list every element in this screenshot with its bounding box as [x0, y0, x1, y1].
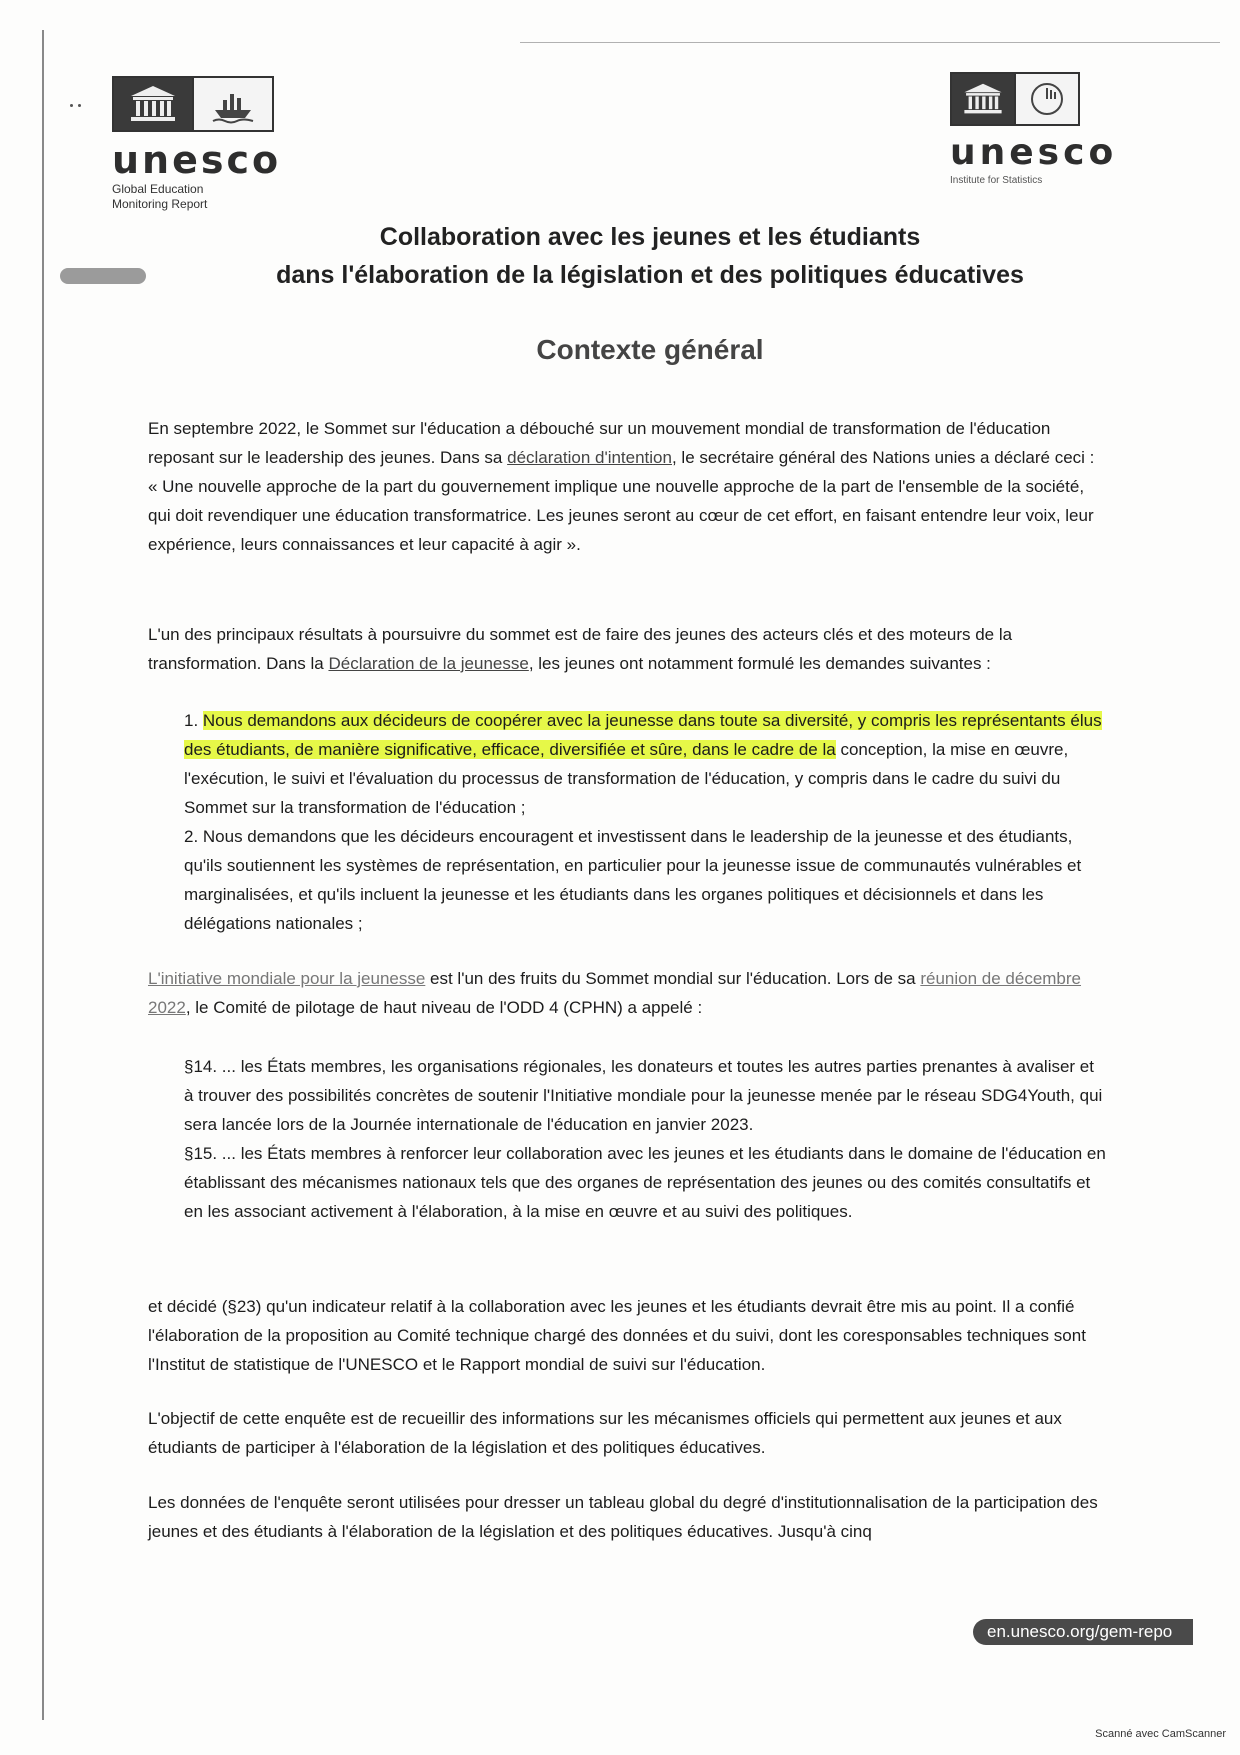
december-meeting-link[interactable]: réunion de décembre 2022: [148, 969, 1082, 1017]
logo-subtitle: [112, 182, 292, 212]
paragraph-text: Les données de l'enquête seront utilisées pour dresser un tableau global du degré d'institutionnalisation de la participation des jeunes et des étudiants à l'élaboration de la législation et des politiques éducatives. Jusqu'à cinq: [148, 1493, 1098, 1541]
paragraph-text: L'objectif de cette enquête est de recueillir des informations sur les mécanismes officiels qui permettent aux jeunes et aux étudiants de participer à l'élaboration de la législation et des politiques éducatives.: [148, 1409, 1062, 1457]
unesco-gem-logo: [112, 76, 292, 212]
scanner-watermark: Scanné avec CamScanner: [1095, 1728, 1226, 1740]
youth-declaration-link[interactable]: Déclaration de la jeunesse: [328, 654, 529, 673]
section-heading: Contexte général: [536, 334, 764, 365]
logo-subtitle-line1: Global Education: [112, 182, 204, 196]
title-line2: dans l'élaboration de la législation et des politiques éducatives: [276, 261, 1024, 289]
footer-url-badge: en.unesco.org/gem-repo: [973, 1619, 1193, 1645]
statistics-circle-icon: [1014, 74, 1078, 124]
scan-speck: [70, 104, 73, 107]
list-item-number: 1.: [184, 711, 203, 730]
logo-subtitle: Institute for Statistics: [950, 175, 1043, 186]
paragraph-indicator: [148, 1292, 1108, 1379]
list-item: [184, 706, 1108, 822]
global-youth-initiative-link[interactable]: L'initiative mondiale pour la jeunesse: [148, 969, 426, 988]
scan-redaction-bar: [60, 268, 146, 284]
scan-top-line: [520, 42, 1220, 43]
logo-wordmark: unesco: [950, 132, 1118, 173]
logo-emblem: [112, 76, 274, 132]
paragraph-intro: [148, 414, 1108, 559]
scan-speck: [78, 104, 81, 107]
declaration-intention-link[interactable]: déclaration d'intention: [507, 448, 672, 467]
title-line1: Collaboration avec les jeunes et les étudiants: [379, 223, 921, 251]
highlighted-text: Nous demandons aux décideurs de coopérer avec la jeunesse dans toute sa diversité, y compris les représentants élus des étudiants, de manière significative, efficace, diversifiée et sûre, dans le cadre de la: [184, 711, 1102, 759]
document-title: [150, 218, 1150, 294]
quote-s15: §15. ... les États membres à renforcer leur collaboration avec les jeunes et les étudiants dans le domaine de l'éducation en établissant des mécanismes nationaux tels que des organes de représentation des jeunes ou des comités consultatifs et en les associant activement à l'élaboration, à la mise en œuvre et au suivi des politiques.: [184, 1144, 1106, 1221]
committee-quotes: [148, 1052, 1108, 1226]
unesco-uis-logo: [950, 72, 1118, 188]
list-item: 2. Nous demandons que les décideurs encouragent et investissent dans le leadership de la jeunesse et des étudiants, qu'ils soutiennent les systèmes de représentation, en particulier pour la jeunesse issue de communautés vulnérables et marginalisées, et qu'ils incluent la jeunesse et les étudiants dans les organes politiques et décisionnels et dans les délégations nationales ;: [184, 827, 1082, 933]
scan-margin-line: [42, 30, 44, 1720]
paragraph-text: conception, la mise en œuvre, l'exécution, le suivi et l'évaluation du processus de transformation de l'éducation, y compris dans le cadre du suivi du Sommet sur la transformation de l'éducation ;: [184, 740, 1069, 817]
paragraph-text: et décidé (§23) qu'un indicateur relatif à la collaboration avec les jeunes et les étudiants devrait être mis au point. Il a confié l'élaboration de la proposition au Comité technique chargé des données et du suivi, dont les coresponsables techniques sont l'Institut de statistique de l'UNESCO et le Rapport mondial de suivi sur l'éducation.: [148, 1297, 1086, 1374]
paragraph-text: , le secrétaire général des Nations unies a déclaré ceci : « Une nouvelle approche de la part du gouvernement implique une nouvelle approche de la part de l'ensemble de la société, qui doit revendiquer une éducation transformatrice. Les jeunes seront au cœur de cet effort, en faisant entendre leur voix, leur expérience, leurs connaissances et leur capacité à agir ».: [148, 448, 1095, 554]
paragraph-objective: [148, 1404, 1108, 1462]
paragraph-text: L'un des principaux résultats à poursuivre du sommet est de faire des jeunes des acteurs clés et des moteurs de la transformation. Dans la: [148, 625, 1013, 673]
paragraph-text: est l'un des fruits du Sommet mondial sur l'éducation. Lors de sa: [425, 969, 921, 988]
paragraph-results: [148, 620, 1108, 678]
paragraph-text: , le Comité de pilotage de haut niveau de l'ODD 4 (CPHN) a appelé :: [185, 998, 703, 1017]
demands-list: [148, 706, 1108, 938]
paragraph-initiative: [148, 964, 1108, 1022]
paragraph-data-use: [148, 1488, 1108, 1546]
paragraph-text: En septembre 2022, le Sommet sur l'éducation a débouché sur un mouvement mondial de transformation de l'éducation reposant sur le leadership des jeunes. Dans sa: [148, 419, 1051, 467]
logo-emblem: [950, 72, 1080, 126]
logo-subtitle-line2: Monitoring Report: [112, 197, 208, 211]
temple-icon: [114, 78, 192, 130]
ship-icon: [192, 78, 272, 130]
paragraph-text: , les jeunes ont notamment formulé les demandes suivantes :: [528, 654, 991, 673]
logo-wordmark: unesco: [112, 138, 282, 182]
quote-s14: §14. ... les États membres, les organisations régionales, les donateurs et toutes les autres parties prenantes à avaliser et à trouver des possibilités concrètes de soutenir l'Initiative mondiale pour la jeunesse menée par le réseau SDG4Youth, qui sera lancée lors de la Journée internationale de l'éducation en janvier 2023.: [184, 1057, 1103, 1134]
temple-icon: [952, 74, 1014, 124]
